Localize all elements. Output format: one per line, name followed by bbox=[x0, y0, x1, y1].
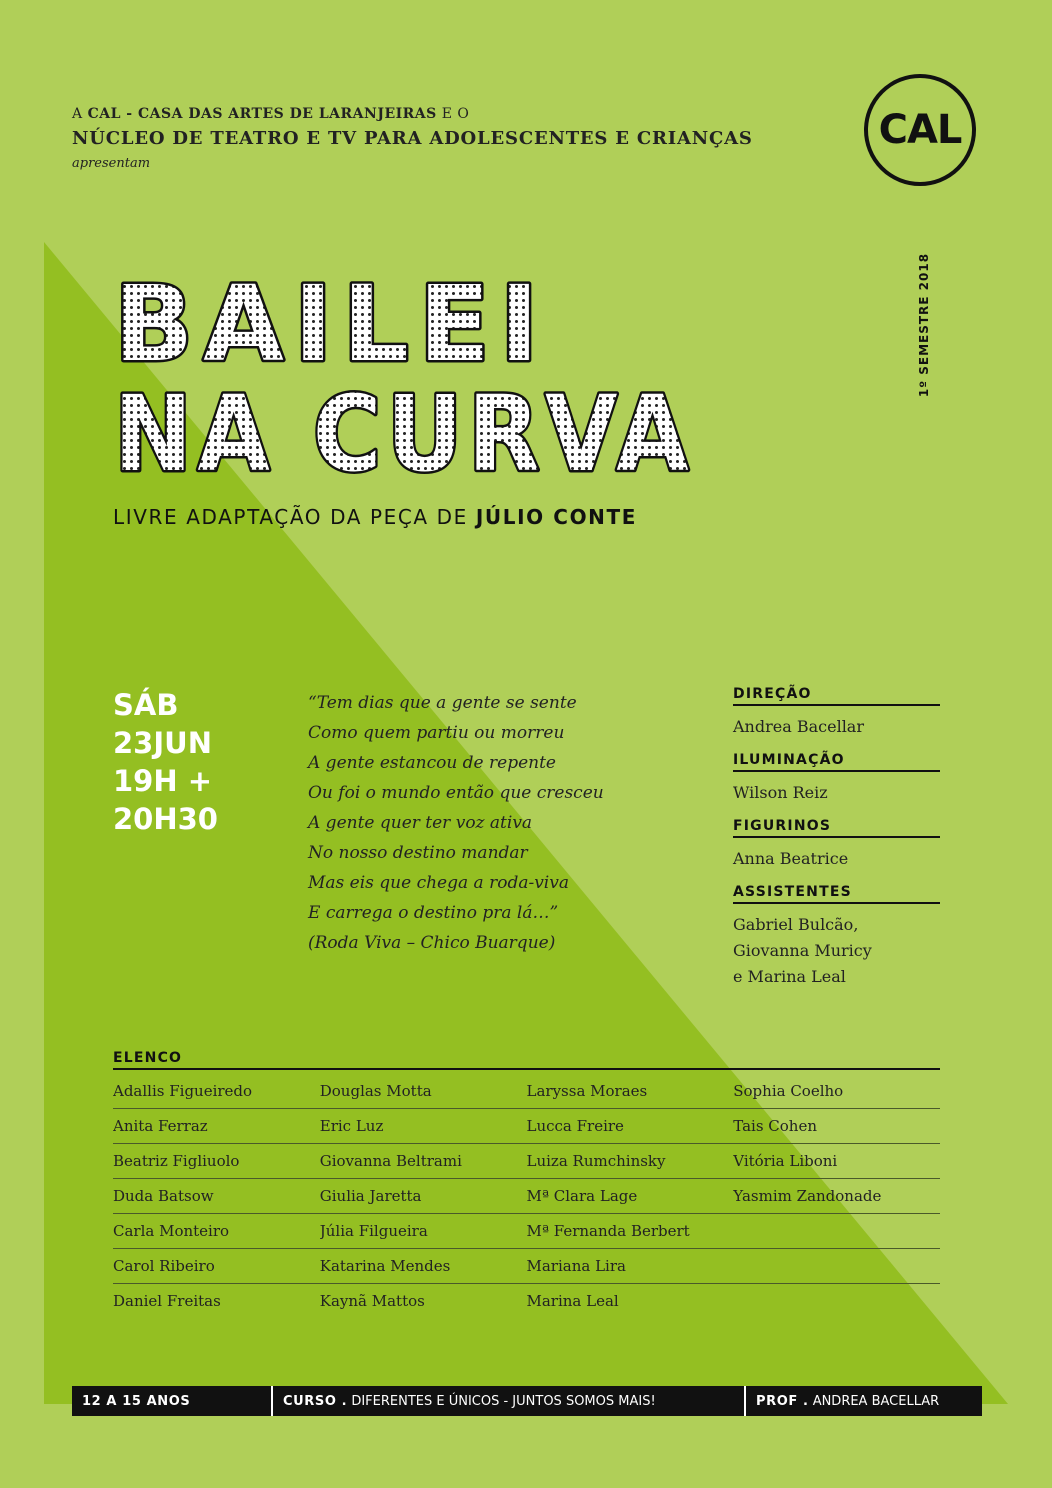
teacher-name: ANDREA BACELLAR bbox=[812, 1393, 940, 1409]
cal-logo bbox=[864, 74, 976, 186]
quote-line: E carrega o destino pra lá…” bbox=[308, 903, 559, 923]
cast-member: Sophia Coelho bbox=[733, 1082, 844, 1100]
teacher-info bbox=[744, 1386, 982, 1416]
cast-row bbox=[113, 1074, 940, 1109]
costumes-name: Anna Beatrice bbox=[733, 849, 849, 868]
show-title bbox=[100, 262, 720, 502]
cast-member: Kaynã Mattos bbox=[319, 1292, 425, 1310]
cast-member: Tais Cohen bbox=[733, 1117, 818, 1135]
cast-member: Luiza Rumchinsky bbox=[526, 1152, 666, 1170]
cast-member: Laryssa Moraes bbox=[526, 1082, 648, 1100]
cast-member: Douglas Motta bbox=[319, 1082, 432, 1100]
cast-member: Katarina Mendes bbox=[319, 1257, 451, 1275]
cast-member: Mariana Lira bbox=[526, 1257, 626, 1275]
direction-name: Andrea Bacellar bbox=[733, 717, 864, 736]
schedule-time-2: 20H30 bbox=[113, 802, 218, 836]
cast-member: Duda Batsow bbox=[113, 1187, 214, 1205]
lighting-heading: ILUMINAÇÃO bbox=[733, 752, 940, 772]
presenter-prefix: A bbox=[72, 106, 88, 122]
cast-member: Giulia Jaretta bbox=[319, 1187, 422, 1205]
cast-member: Lucca Freire bbox=[526, 1117, 624, 1135]
cast-row bbox=[113, 1144, 940, 1179]
song-quote bbox=[308, 688, 604, 958]
semester-text: 1º SEMESTRE 2018 bbox=[917, 252, 931, 398]
adaptation-prefix: LIVRE ADAPTAÇÃO DA PEÇA DE bbox=[113, 505, 476, 529]
adaptation-credit bbox=[113, 505, 637, 529]
cast-member: Vitória Liboni bbox=[733, 1152, 838, 1170]
title-line-2: NA CURVA bbox=[114, 373, 694, 495]
cast-member: Mª Clara Lage bbox=[526, 1187, 638, 1205]
quote-line: Como quem partiu ou morreu bbox=[308, 723, 565, 743]
assistant-name: Gabriel Bulcão, bbox=[733, 915, 859, 934]
quote-line: Ou foi o mundo então que cresceu bbox=[308, 783, 604, 803]
costumes-heading: FIGURINOS bbox=[733, 818, 940, 838]
course-label: CURSO . bbox=[283, 1393, 348, 1409]
cast-member: Adallis Figueiredo bbox=[113, 1082, 253, 1100]
cast-row bbox=[113, 1109, 940, 1144]
cast-row bbox=[113, 1249, 940, 1284]
credits-block bbox=[733, 686, 940, 1002]
footer-bar bbox=[72, 1386, 982, 1416]
teacher-label: PROF . bbox=[756, 1393, 809, 1409]
cast-row bbox=[113, 1284, 940, 1318]
course-name: DIFERENTES E ÚNICOS - JUNTOS SOMOS MAIS! bbox=[351, 1393, 656, 1409]
age-range-text: 12 A 15 ANOS bbox=[82, 1393, 191, 1409]
quote-line: A gente estancou de repente bbox=[308, 753, 556, 773]
assistant-name: Giovanna Muricy bbox=[733, 941, 872, 960]
cast-heading: ELENCO bbox=[113, 1050, 940, 1070]
cast-member: Anita Ferraz bbox=[113, 1117, 208, 1135]
schedule-time-1: 19H + bbox=[113, 764, 213, 798]
cast-row bbox=[113, 1214, 940, 1249]
quote-line: “Tem dias que a gente se sente bbox=[308, 693, 577, 713]
cast-table bbox=[113, 1074, 940, 1318]
age-range bbox=[72, 1386, 271, 1416]
logo-text: CAL bbox=[878, 107, 962, 153]
schedule-day: SÁB bbox=[113, 688, 179, 722]
cast-member: Yasmim Zandonade bbox=[733, 1187, 882, 1205]
cast-member: Daniel Freitas bbox=[113, 1292, 221, 1310]
cast-member: Mª Fernanda Berbert bbox=[526, 1222, 690, 1240]
presenter-line bbox=[72, 106, 469, 122]
cast-member: Júlia Filgueira bbox=[319, 1222, 428, 1240]
presenter-suffix: E O bbox=[436, 106, 470, 122]
assistants-heading: ASSISTENTES bbox=[733, 884, 940, 904]
presents-label: apresentam bbox=[72, 156, 151, 171]
assistant-name: e Marina Leal bbox=[733, 967, 846, 986]
assistants-names bbox=[733, 912, 940, 990]
cast-member: Marina Leal bbox=[526, 1292, 619, 1310]
cast-member: Beatriz Figliuolo bbox=[113, 1152, 240, 1170]
schedule-block bbox=[113, 686, 218, 838]
course-info bbox=[271, 1386, 744, 1416]
quote-line: Mas eis que chega a roda-viva bbox=[308, 873, 569, 893]
semester-label bbox=[914, 250, 934, 400]
title-line-1: BAILEI bbox=[114, 263, 549, 385]
lighting-name: Wilson Reiz bbox=[733, 783, 828, 802]
cast-member: Carol Ribeiro bbox=[113, 1257, 215, 1275]
direction-heading: DIREÇÃO bbox=[733, 686, 940, 706]
cast-member: Giovanna Beltrami bbox=[319, 1152, 462, 1170]
quote-line: A gente quer ter voz ativa bbox=[308, 813, 533, 833]
cast-member: Eric Luz bbox=[319, 1117, 384, 1135]
cast-row bbox=[113, 1179, 940, 1214]
schedule-date: 23JUN bbox=[113, 726, 212, 760]
quote-source: (Roda Viva – Chico Buarque) bbox=[308, 933, 556, 953]
presenter-name: CAL - CASA DAS ARTES DE LARANJEIRAS bbox=[87, 106, 437, 122]
author-name: JÚLIO CONTE bbox=[475, 505, 638, 529]
quote-line: No nosso destino mandar bbox=[308, 843, 528, 863]
nucleus-name: NÚCLEO DE TEATRO E TV PARA ADOLESCENTES E CRIANÇAS bbox=[72, 128, 753, 149]
cast-member: Carla Monteiro bbox=[113, 1222, 230, 1240]
